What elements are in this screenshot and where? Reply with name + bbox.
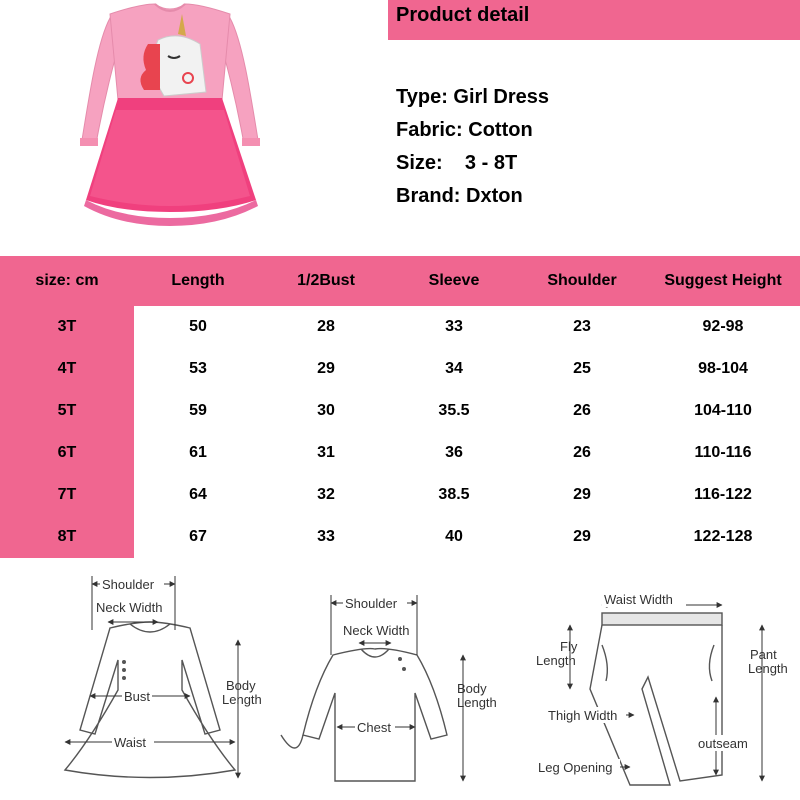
pants-thigh-width-label: Thigh Width bbox=[548, 708, 618, 723]
cell-size: 5T bbox=[57, 402, 77, 419]
cell-size: 3T bbox=[57, 318, 77, 335]
cell-shoulder: 25 bbox=[573, 360, 591, 377]
pants-fly-label: Fly bbox=[560, 639, 578, 654]
cell-sleeve: 40 bbox=[445, 528, 463, 545]
cell-half-bust: 31 bbox=[317, 444, 335, 461]
header-half-bust: 1/2Bust bbox=[297, 272, 355, 289]
dress-shoulder-label: Shoulder bbox=[102, 577, 155, 592]
cell-half-bust: 28 bbox=[317, 318, 335, 335]
pants-fly-length-label: Length bbox=[536, 653, 576, 668]
product-image bbox=[70, 0, 270, 250]
cell-size: 4T bbox=[57, 360, 77, 377]
dress-neck-width-label: Neck Width bbox=[96, 600, 163, 615]
cell-suggest-height: 104-110 bbox=[694, 402, 752, 419]
header-size: size: cm bbox=[35, 272, 99, 289]
cell-sleeve: 36 bbox=[445, 444, 463, 461]
pants-pant-length-label: Length bbox=[748, 661, 788, 676]
table-row bbox=[0, 516, 800, 558]
dress-bust-label: Bust bbox=[124, 689, 151, 704]
shirt-body-label: Body bbox=[457, 681, 487, 696]
table-header-row bbox=[0, 256, 800, 306]
table-row bbox=[0, 390, 800, 432]
header-shoulder: Shoulder bbox=[547, 272, 617, 289]
dress-waist-label: Waist bbox=[114, 735, 147, 750]
cell-shoulder: 29 bbox=[573, 528, 591, 545]
header-length: Length bbox=[171, 272, 225, 289]
cell-shoulder: 26 bbox=[573, 402, 591, 419]
cell-half-bust: 29 bbox=[317, 360, 335, 377]
cell-shoulder: 26 bbox=[573, 444, 591, 461]
cell-length: 59 bbox=[189, 402, 207, 419]
table-row bbox=[0, 432, 800, 474]
cell-half-bust: 32 bbox=[317, 486, 335, 503]
cell-shoulder: 29 bbox=[573, 486, 591, 503]
header-sleeve: Sleeve bbox=[428, 272, 480, 289]
shirt-chest-label: Chest bbox=[357, 720, 391, 735]
cell-sleeve: 35.5 bbox=[438, 402, 470, 419]
cell-length: 53 bbox=[189, 360, 207, 377]
table-row bbox=[0, 348, 800, 390]
cell-suggest-height: 110-116 bbox=[694, 444, 752, 461]
cell-size: 6T bbox=[57, 444, 77, 461]
cell-sleeve: 34 bbox=[445, 360, 463, 377]
shirt-shoulder-label: Shoulder bbox=[345, 596, 398, 611]
cell-length: 61 bbox=[189, 444, 207, 461]
shirt-measurement-diagram bbox=[275, 585, 510, 795]
pants-leg-opening-label: Leg Opening bbox=[538, 760, 613, 775]
table-row bbox=[0, 306, 800, 348]
spec-fabric: Fabric: Cotton bbox=[396, 119, 533, 141]
shirt-length-label: Length bbox=[457, 695, 497, 710]
spec-type: Type: Girl Dress bbox=[396, 86, 550, 108]
cell-sleeve: 38.5 bbox=[438, 486, 470, 503]
cell-sleeve: 33 bbox=[445, 318, 463, 335]
spec-size: Size: 3 - 8T bbox=[396, 152, 518, 174]
cell-shoulder: 23 bbox=[573, 318, 591, 335]
cell-suggest-height: 92-98 bbox=[702, 318, 744, 335]
cell-length: 50 bbox=[189, 318, 207, 335]
cell-suggest-height: 98-104 bbox=[698, 360, 748, 377]
pants-measurement-diagram bbox=[530, 585, 800, 795]
cell-suggest-height: 122-128 bbox=[693, 528, 753, 545]
product-detail-title: Product detail bbox=[396, 4, 530, 26]
dress-length-label: Length bbox=[222, 692, 262, 707]
pants-pant-label: Pant bbox=[750, 647, 777, 662]
cell-size: 7T bbox=[57, 486, 77, 503]
table-row bbox=[0, 474, 800, 516]
dress-body-label: Body bbox=[226, 678, 256, 693]
dress-measurement-diagram bbox=[50, 570, 280, 795]
pants-waist-width-label: Waist Width bbox=[604, 592, 673, 607]
spec-brand: Brand: Dxton bbox=[396, 185, 523, 207]
cell-half-bust: 33 bbox=[317, 528, 335, 545]
size-table bbox=[0, 256, 800, 558]
cell-length: 64 bbox=[189, 486, 207, 503]
header-suggest-height: Suggest Height bbox=[664, 272, 782, 289]
cell-size: 8T bbox=[57, 528, 77, 545]
cell-suggest-height: 116-122 bbox=[694, 486, 752, 503]
pants-outseam-label: outseam bbox=[698, 736, 748, 751]
cell-length: 67 bbox=[189, 528, 207, 545]
cell-half-bust: 30 bbox=[317, 402, 335, 419]
shirt-neck-width-label: Neck Width bbox=[343, 623, 410, 638]
